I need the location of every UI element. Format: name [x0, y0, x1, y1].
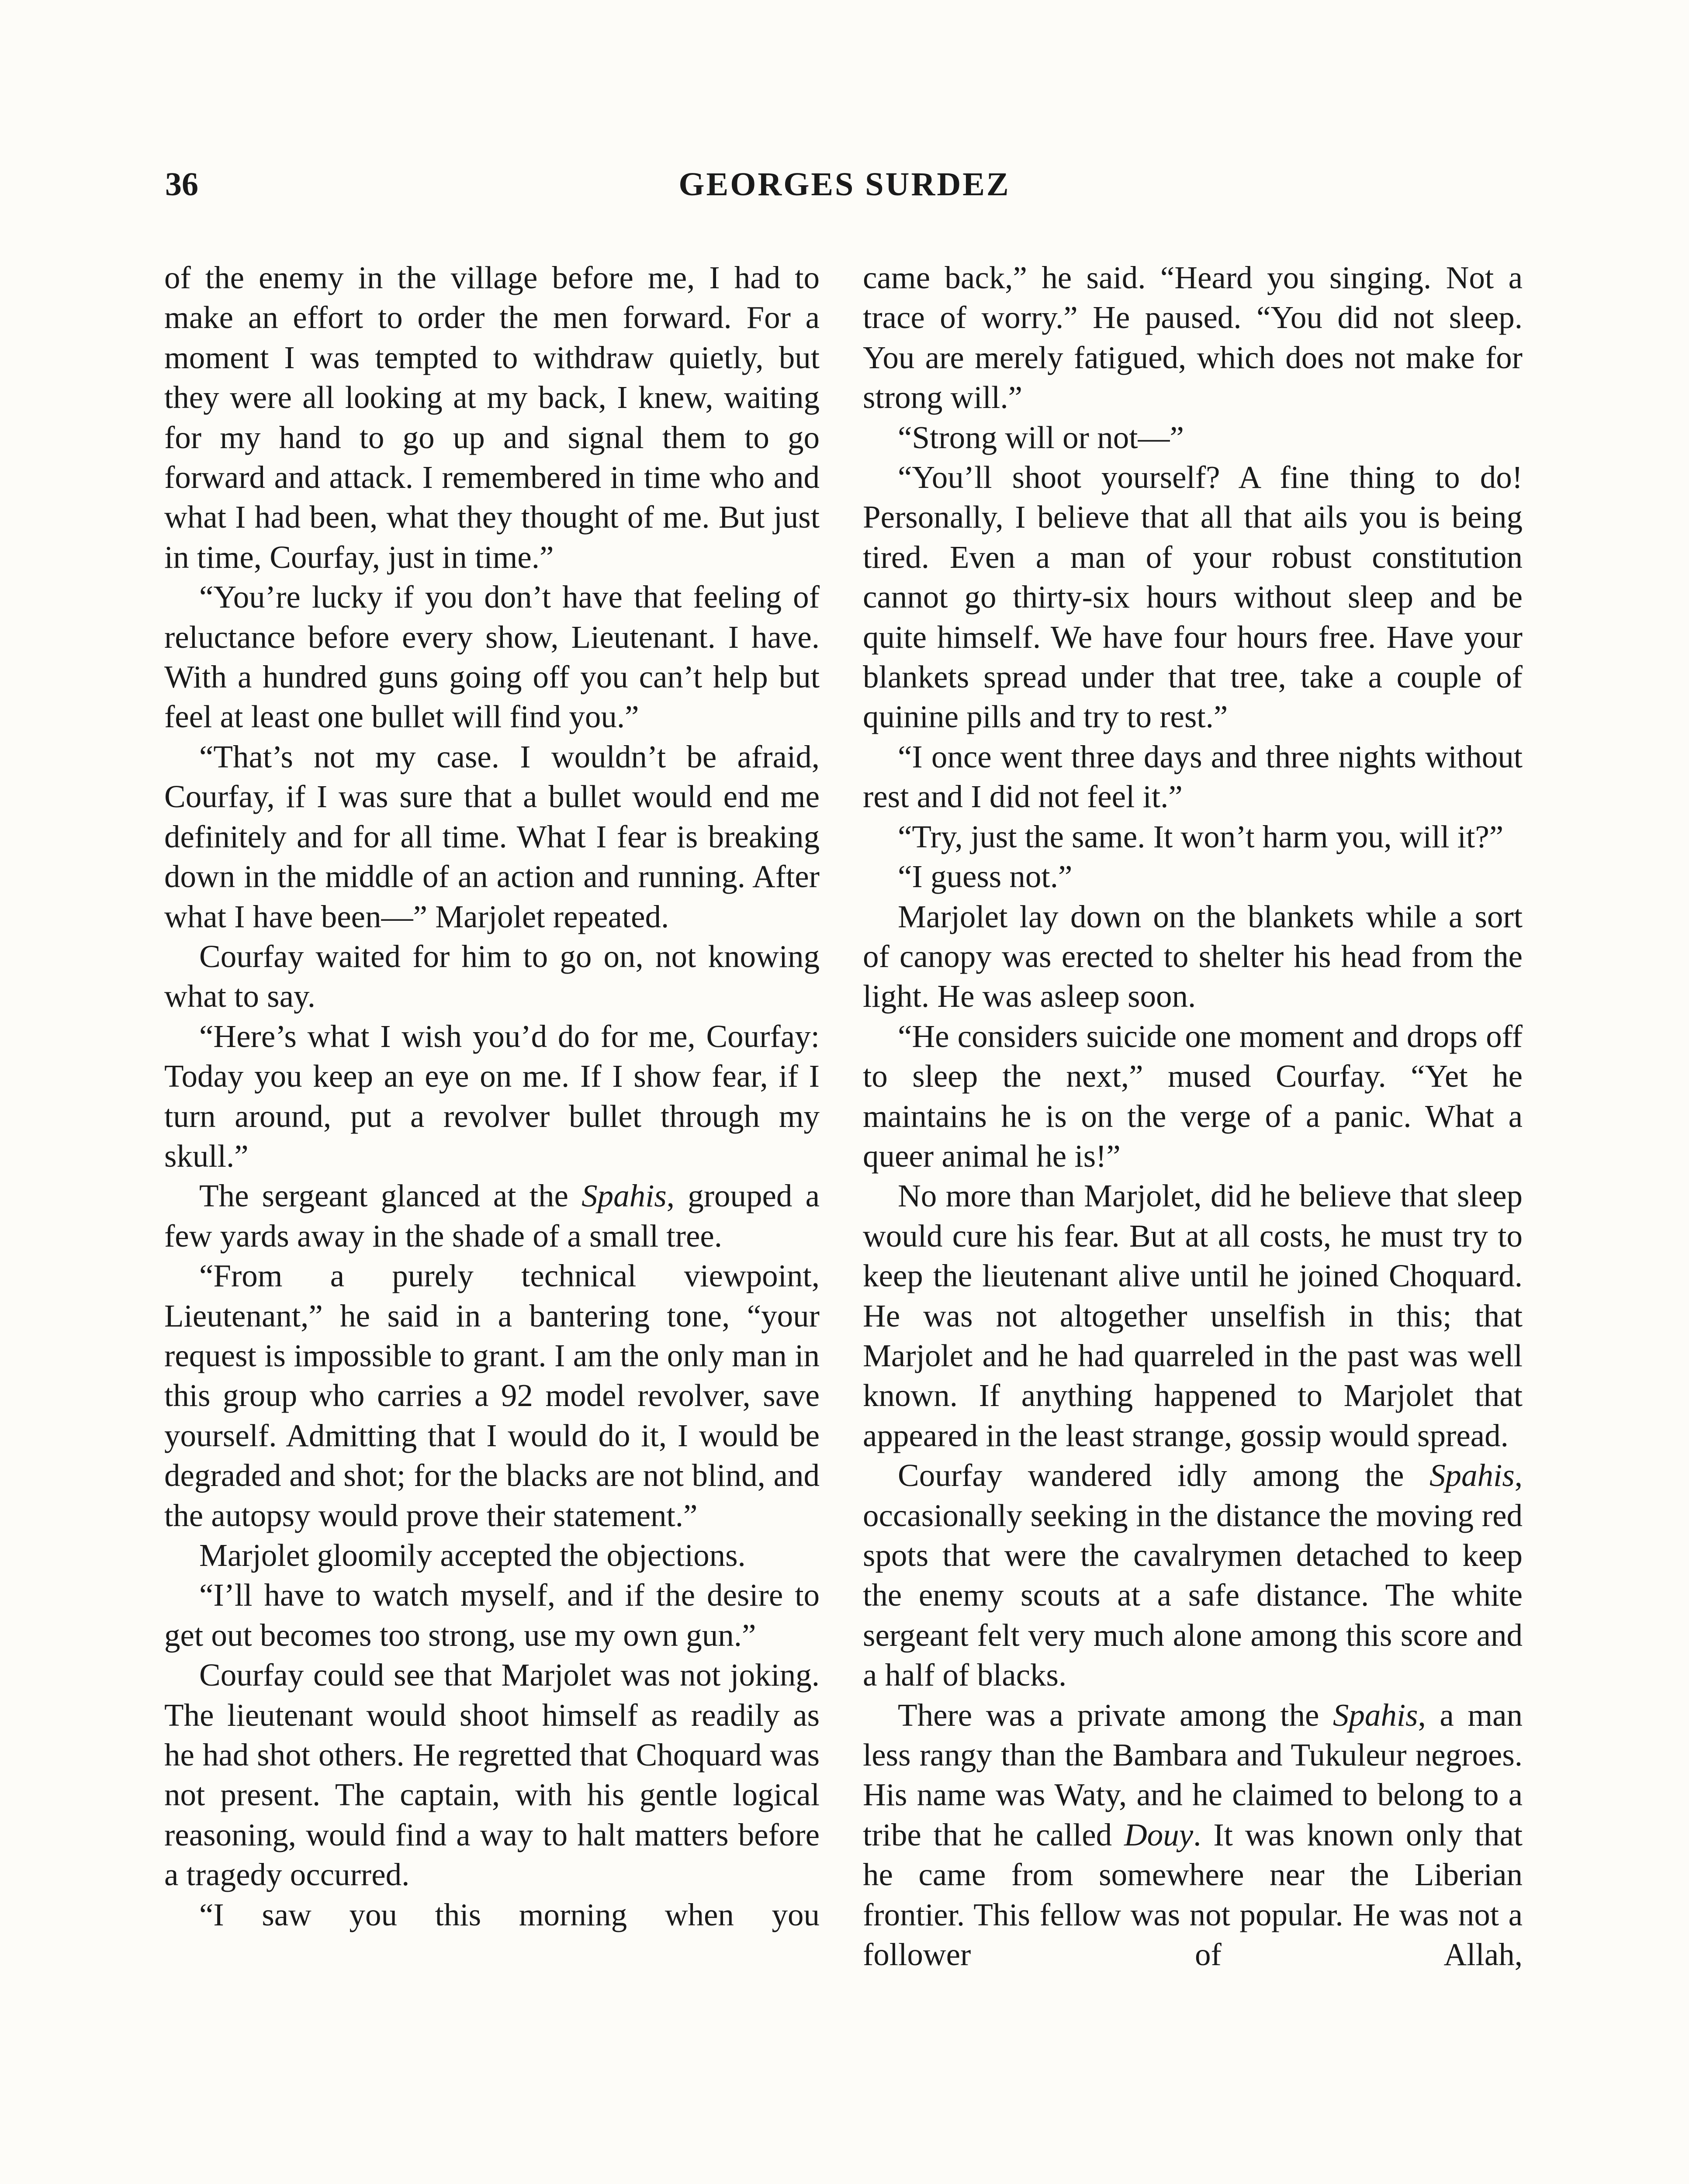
page-number: 36 — [165, 166, 198, 203]
paragraph: came back,” he said. “Heard you singing. Not a trace of worry.” He paused. “You did not sleep. You are merely fatigued, which does not make for strong will.” — [863, 260, 1523, 415]
paragraph: “You’ll shoot yourself? A fine thing to do! Personally, I believe that all that ails you is being tired. Even a man of your robust constitution cannot go thirty-six hours without sleep and be quite himself. We have four hours free. Have your blankets spread under that tree, take a couple of quinine pills and try to rest.” — [863, 460, 1523, 735]
paragraph: of the enemy in the village before me, I had to make an effort to order the men forward. For a moment I was tempted to withdraw quietly, but they were all looking at my back, I knew, waiting for my hand to go up and signal them to go forward and attack. I remembered in time who and what I had been, what they thought of me. But just in time, Courfay, just in time.” — [164, 260, 820, 575]
paragraph: There was a private among the Spahis, a man less rangy than the Bambara and Tukuleur negroes. His name was Waty, and he claimed to belong to a tribe that he called Douy. It was known only that he came from somewhere near the Liberian frontier. This fellow was not popular. He was not a follower of Allah, — [863, 1697, 1523, 1973]
paragraph: Courfay waited for him to go on, not knowing what to say. — [164, 938, 820, 1014]
paragraph: “I guess not.” — [898, 859, 1073, 895]
paragraph: “I once went three days and three nights without rest and I did not feel it.” — [863, 739, 1523, 815]
paragraph: “Here’s what I wish you’d do for me, Courfay: Today you keep an eye on me. If I show fear, if I turn around, put a revolver bullet through my skull.” — [164, 1018, 820, 1174]
paragraph: “You’re lucky if you don’t have that feeling of reluctance before every show, Lieutenant. I have. With a hundred guns going off you can’t help but feel at least one bullet will find you.” — [164, 579, 820, 735]
italic-term: Spahis — [1333, 1697, 1418, 1733]
right-column — [863, 258, 1523, 1974]
italic-term: Spahis — [1429, 1458, 1515, 1493]
paragraph: “From a purely technical viewpoint, Lieutenant,” he said in a bantering tone, “your request is impossible to grant. I am the only man in this group who carries a 92 model revolver, save yourself. Admitting that I would do it, I would be degraded and shot; for the blacks are not blind, and the autopsy would prove their statement.” — [164, 1258, 820, 1533]
paragraph: “Strong will or not—” — [898, 419, 1184, 455]
paragraph: “I’ll have to watch myself, and if the desire to get out becomes too strong, use my own gun.” — [164, 1577, 820, 1653]
paragraph: “I saw you this morning when you — [199, 1897, 820, 1932]
running-head: GEORGES SURDEZ — [678, 166, 1011, 203]
paragraph: Marjolet gloomily accepted the objections. — [199, 1538, 746, 1573]
italic-term: Spahis — [581, 1178, 667, 1214]
paragraph: Courfay wandered idly among the Spahis, occasionally seeking in the distance the moving red spots that were the cavalrymen detached to keep the enemy scouts at a safe distance. The white sergeant felt very much alone among this score and a half of blacks. — [863, 1458, 1523, 1693]
paragraph: Marjolet lay down on the blankets while a sort of canopy was erected to shelter his head from the light. He was asleep soon. — [863, 898, 1523, 1014]
paragraph: “He considers suicide one moment and drops off to sleep the next,” mused Courfay. “Yet he maintains he is on the verge of a panic. What a queer animal he is!” — [863, 1018, 1523, 1174]
italic-term: Douy — [1124, 1817, 1194, 1852]
left-column — [164, 258, 820, 1935]
paragraph: The sergeant glanced at the Spahis, grouped a few yards away in the shade of a small tree. — [164, 1178, 820, 1254]
paragraph: Courfay could see that Marjolet was not joking. The lieutenant would shoot himself as readily as he had shot others. He regretted that Choquard was not present. The captain, with his gentle logical reasoning, would find a way to halt matters before a tragedy occurred. — [164, 1657, 820, 1893]
paragraph: “That’s not my case. I wouldn’t be afraid, Courfay, if I was sure that a bullet would end me definitely and for all time. What I fear is breaking down in the middle of an action and running. After what I have been—” Marjolet repeated. — [164, 739, 820, 934]
paragraph: No more than Marjolet, did he believe that sleep would cure his fear. But at all costs, he must try to keep the lieutenant alive until he joined Choquard. He was not altogether unselfish in this; that Marjolet and he had quarreled in the past was well known. If anything happened to Marjolet that appeared in the least strange, gossip would spread. — [863, 1178, 1523, 1453]
paragraph: “Try, just the same. It won’t harm you, will it?” — [898, 819, 1504, 854]
